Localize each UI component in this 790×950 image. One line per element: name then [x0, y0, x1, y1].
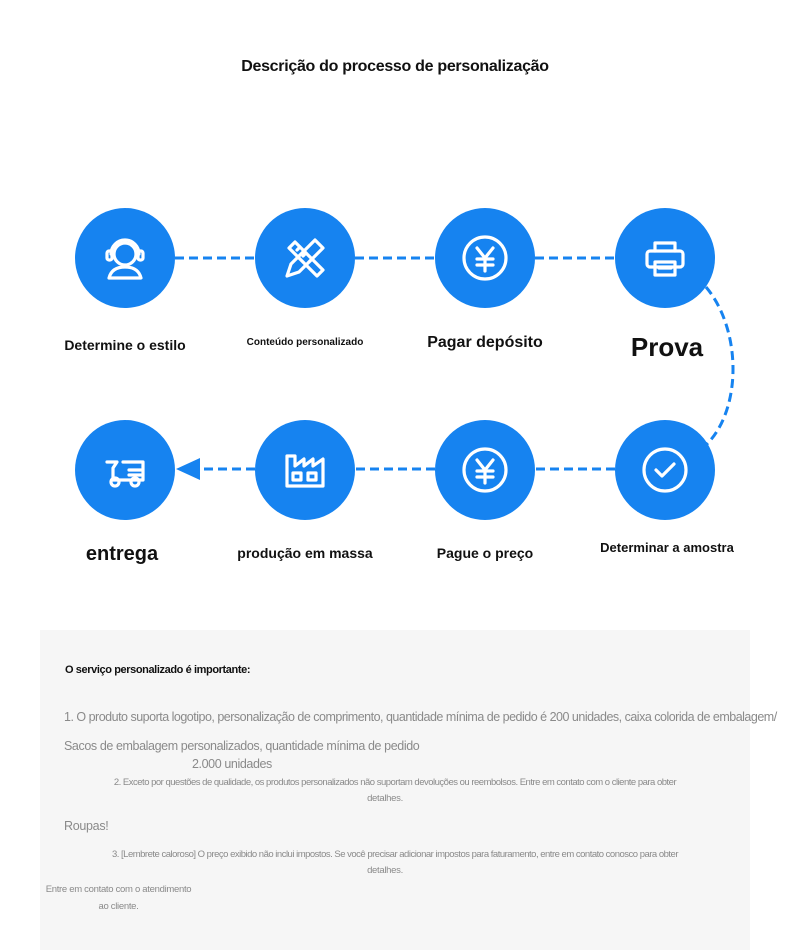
notes-heading: O serviço personalizado é importante: — [65, 664, 251, 676]
factory-icon — [277, 442, 333, 498]
printer-icon — [637, 230, 693, 286]
step-1-icon — [75, 208, 175, 308]
yen-coin-icon — [457, 230, 513, 286]
note-3-line-4: ao cliente. — [98, 901, 139, 912]
step-6-icon — [435, 420, 535, 520]
note-2-line-2: detalhes. — [367, 793, 403, 804]
step-7-label: produção em massa — [237, 545, 373, 561]
step-8-label: entrega — [85, 543, 159, 565]
page-title: Descrição do processo de personalização — [241, 58, 549, 75]
step-1-label: Determine o estilo — [64, 337, 186, 353]
checkmark-circle-icon — [637, 442, 693, 498]
step-8-icon — [75, 420, 175, 520]
note-2-line-3: Roupas! — [64, 819, 109, 833]
step-5-label: Determinar a amostra — [600, 540, 734, 555]
step-4-icon — [615, 208, 715, 308]
flow-arrowhead — [176, 458, 200, 480]
note-3-line-3: Entre em contato com o atendimento — [45, 884, 192, 895]
step-2-icon — [255, 208, 355, 308]
note-3-line-1: 3. [Lembrete caloroso] O preço exibido não inclui impostos. Se você precisar adicionar impostos para faturamento, entre em contato conosco para obter — [111, 849, 679, 860]
step-4-label: Prova — [630, 332, 704, 362]
yen-coin-icon — [457, 442, 513, 498]
step-3-label: Pagar depósito — [427, 334, 543, 351]
step-7-icon — [255, 420, 355, 520]
step-3-icon — [435, 208, 535, 308]
note-1-line-2: Sacos de embalagem personalizados, quantidade mínima de pedido — [64, 739, 420, 753]
step-6-label: Pague o preço — [436, 545, 534, 561]
customer-service-headset-icon — [97, 230, 153, 286]
step-5-icon — [615, 420, 715, 520]
note-1-line-1: 1. O produto suporta logotipo, personalização de comprimento, quantidade mínima de pedido é 200 unidades, caixa colorida de embalagem/ — [64, 710, 777, 724]
step-2-label: Conteúdo personalizado — [246, 337, 364, 348]
note-3-line-2: detalhes. — [367, 865, 403, 876]
note-1-line-3: 2.000 unidades — [192, 757, 272, 771]
note-2-line-1: 2. Exceto por questões de qualidade, os produtos personalizados não suportam devoluções ou reembolsos. Entre em contato com o cliente para obter — [113, 777, 677, 788]
pencil-ruler-icon — [277, 230, 333, 286]
connector-4-5 — [706, 287, 733, 445]
delivery-truck-icon — [97, 442, 153, 498]
